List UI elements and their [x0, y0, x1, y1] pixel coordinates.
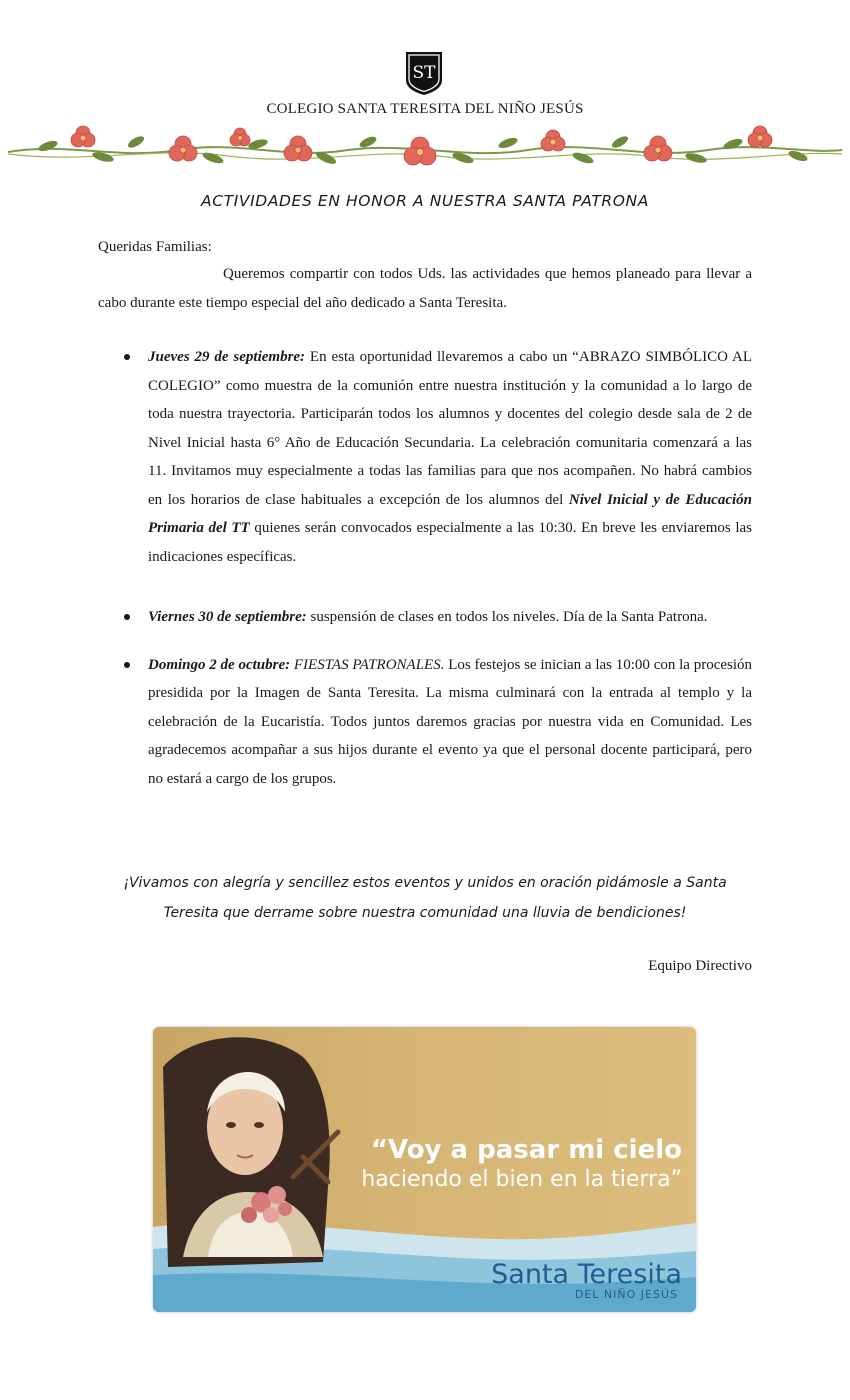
page-title: ACTIVIDADES EN HONOR A NUESTRA SANTA PATRONA	[201, 192, 649, 210]
intro-paragraph: Queremos compartir con todos Uds. las actividades que hemos planeado para llevar a cabo durante este tiempo especial del año dedicado a Santa Teresita.	[98, 266, 752, 311]
activity-highlight: Nivel Inicial y de Educación Primaria del TT	[148, 491, 753, 536]
school-crest-logo	[404, 50, 444, 96]
saint-portrait	[163, 1037, 338, 1267]
logo-text: ST	[412, 63, 436, 83]
activity-item	[98, 651, 752, 794]
bullet-icon	[124, 614, 130, 620]
closing-message	[0, 868, 850, 928]
activity-date: Viernes 30 de septiembre:	[148, 609, 307, 625]
signature: Equipo Directivo	[648, 958, 752, 974]
santa-teresita-banner	[153, 1027, 696, 1312]
activity-text: En esta oportunidad llevaremos a cabo un “ABRAZO SIMBÓLICO AL COLEGIO” como muestra de la comunión entre nuestra institución y la comunidad a lo largo de toda nuestra trayectoria. Participarán todos los alumnos y docentes del colegio desde sala de 2 de Nivel Inicial hasta 6° Año de Educación Secundaria. La celebración comunitaria comenzará a las 11. Invitamos muy especialmente a todas las familias para que nos acompañen. No habrá cambios en los horarios de clase habituales a excepción de los alumnos del	[148, 349, 752, 508]
activity-text: quienes serán convocados especialmente a las 10:30. En breve les enviaremos las indicaciones específicas.	[148, 520, 752, 565]
banner-brand-name: Santa Teresita	[491, 1259, 682, 1290]
activity-item	[98, 603, 752, 632]
bullet-icon	[124, 354, 130, 360]
activity-text: suspensión de clases en todos los niveles. Día de la Santa Patrona.	[306, 609, 708, 625]
floral-garland-divider	[8, 120, 842, 178]
banner-quote-line: “Voy a pasar mi cielo	[370, 1135, 682, 1165]
banner-quote-line: haciendo el bien en la tierra”	[361, 1167, 682, 1192]
activity-event-name: FIESTAS PATRONALES.	[290, 656, 445, 673]
greeting: Queridas Familias:	[98, 239, 212, 255]
activity-text: Los festejos se inician a las 10:00 con la procesión presidida por la Imagen de Santa Teresita. La misma culminará con la entrada al templo y la celebración de la Eucaristía. Todos juntos daremos gracias por nuestra vida en Comunidad. Les agradecemos acompañar a sus hijos durante el evento ya que el personal docente participará, pero no estará a cargo de los grupos.	[148, 656, 753, 787]
activity-date: Jueves 29 de septiembre:	[148, 349, 306, 365]
activity-date: Domingo 2 de octubre:	[148, 656, 291, 673]
school-name: COLEGIO SANTA TERESITA DEL NIÑO JESÚS	[266, 101, 584, 117]
bullet-icon	[124, 662, 130, 668]
closing-line: Teresita que derrame sobre nuestra comunidad una lluvia de bendiciones!	[163, 905, 687, 921]
activities-list	[98, 343, 752, 793]
closing-line: ¡Vivamos con alegría y sencillez estos eventos y unidos en oración pidámosle a Santa	[123, 875, 727, 891]
activity-item	[98, 343, 752, 571]
banner-brand-subtitle: DEL NIÑO JESÚS	[574, 1288, 678, 1301]
